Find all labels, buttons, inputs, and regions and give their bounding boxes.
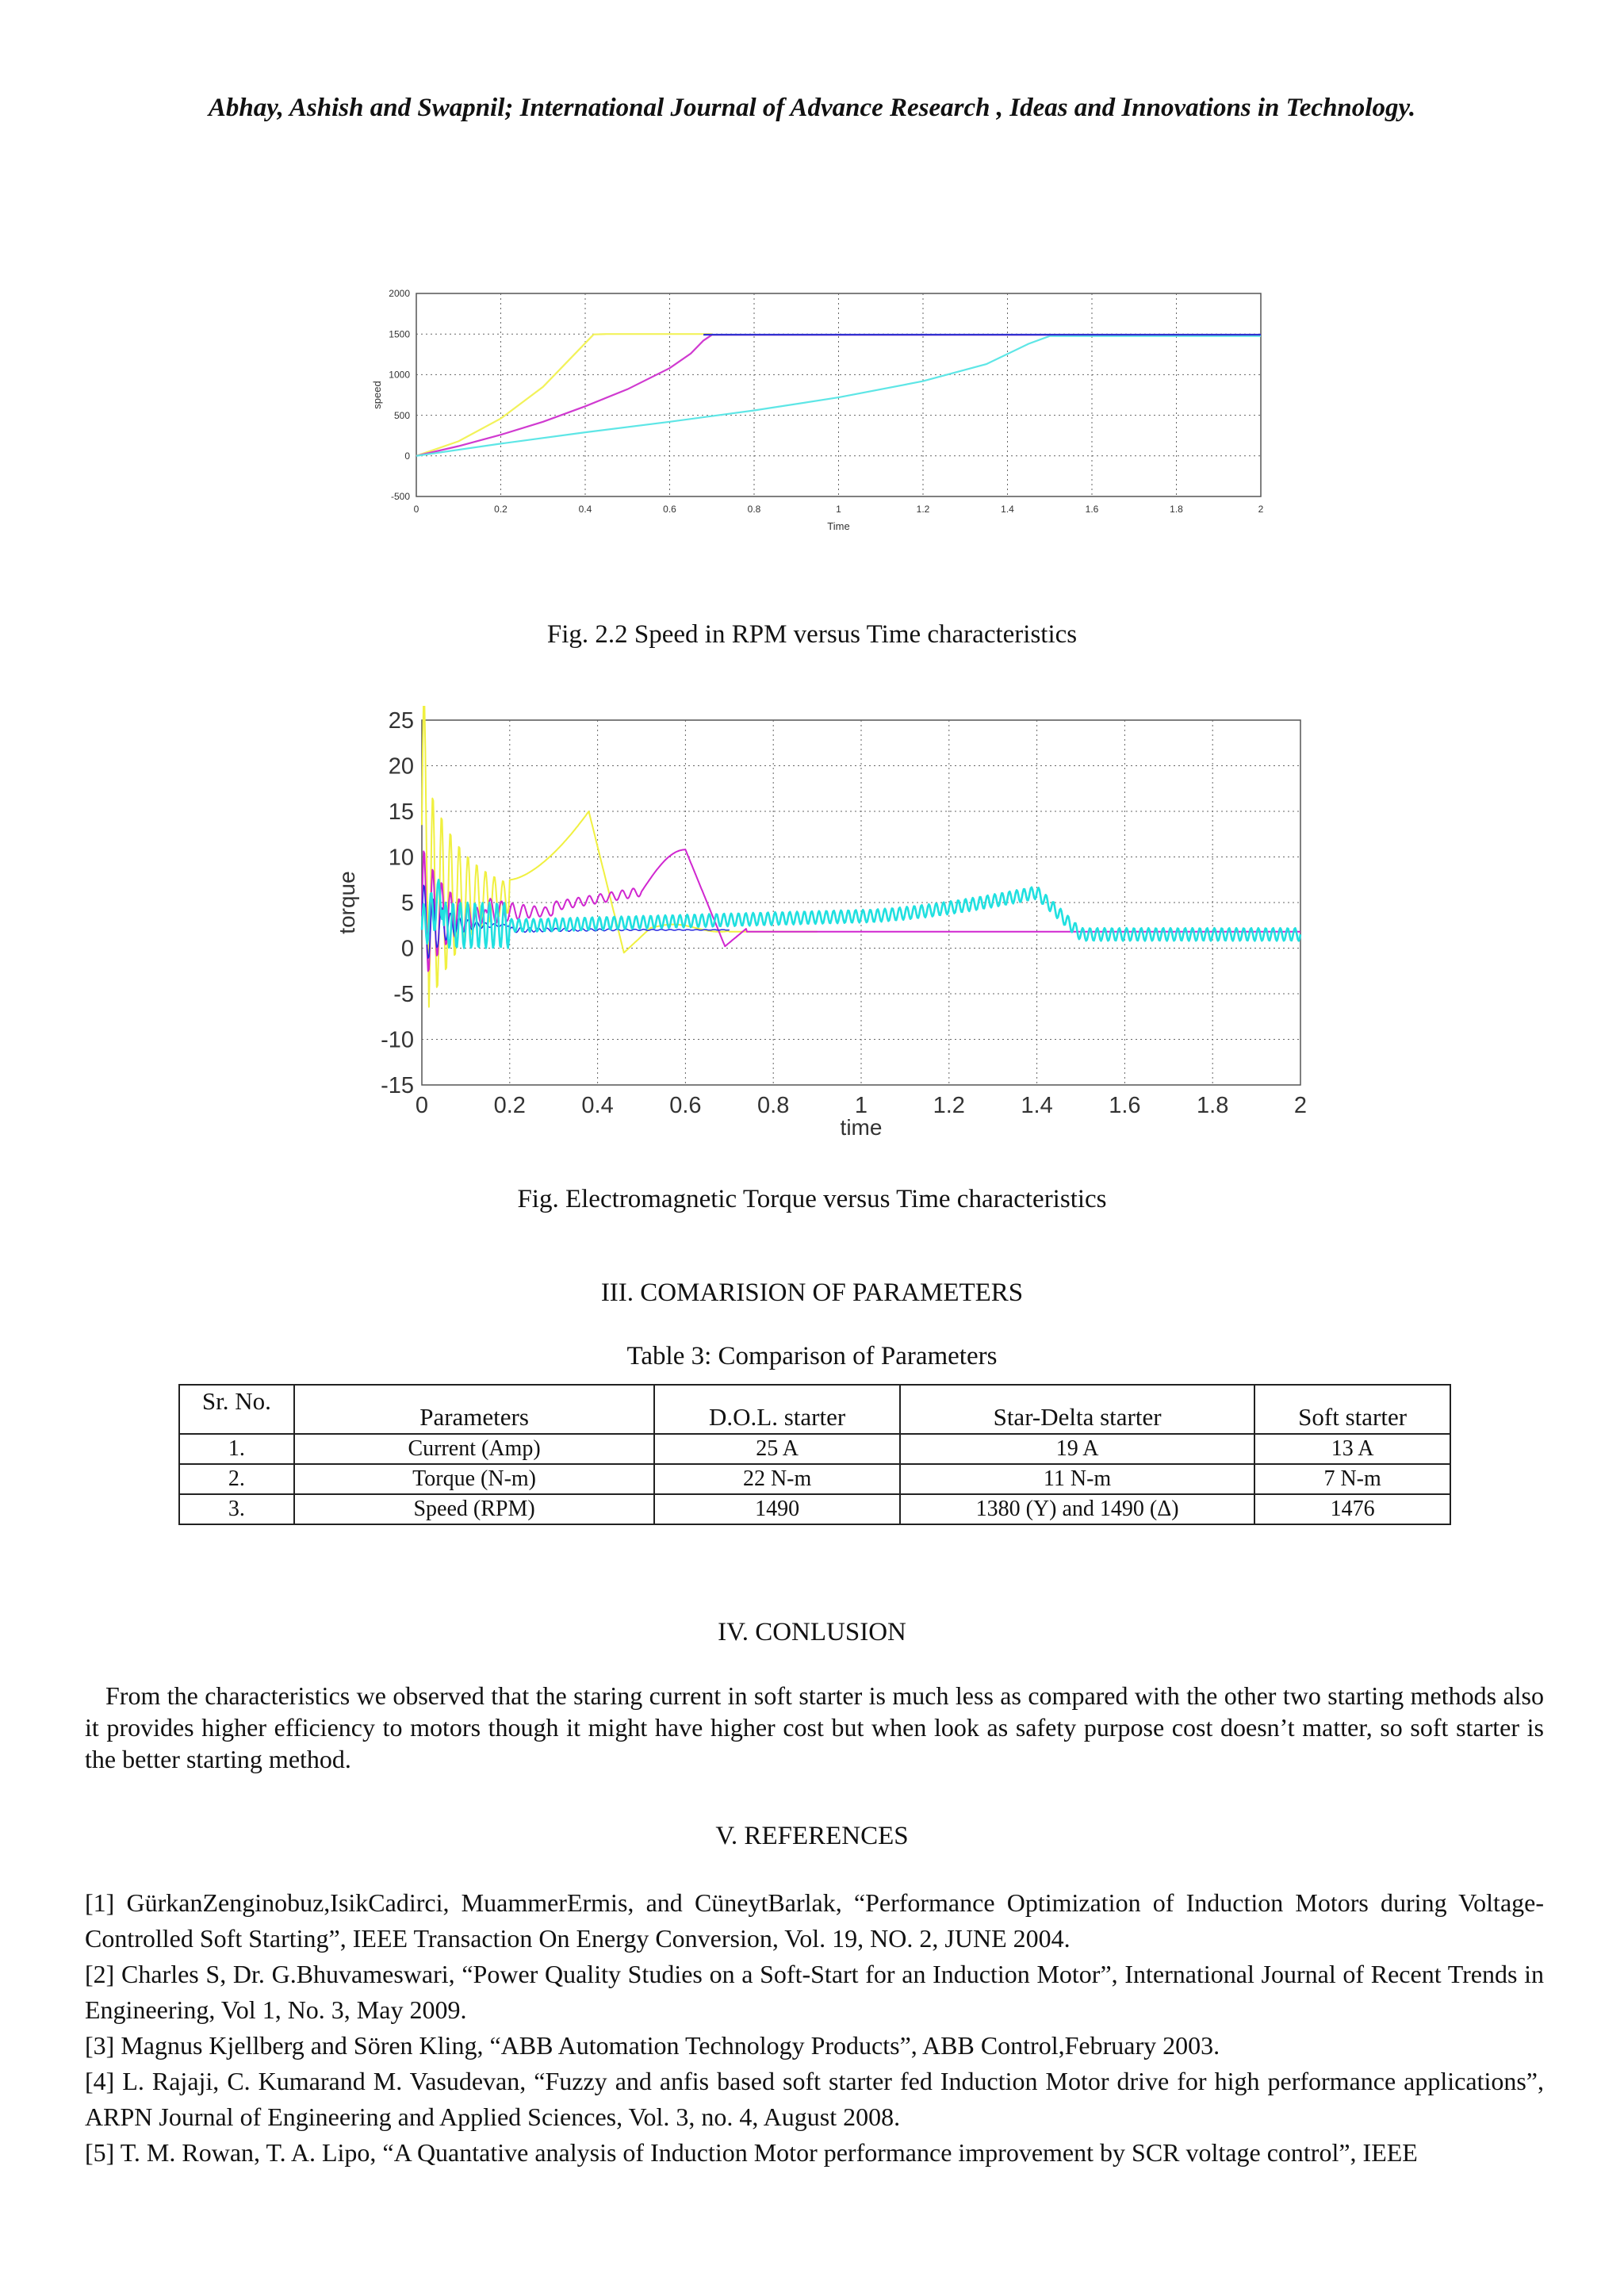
table-cell: 25 A	[654, 1434, 900, 1464]
x-tick-label: 2	[1258, 504, 1264, 515]
reference-item: [4] L. Rajaji, C. Kumarand M. Vasudevan, “Fuzzy and anfis based soft starter fed Induction Motor drive for high performance applications”, ARPN Journal of Engineering and Applied Sciences, Vol. 3, no. 4, August 2008.	[85, 2067, 1544, 2131]
reference-item: [5] T. M. Rowan, T. A. Lipo, “A Quantative analysis of Induction Motor performance improvement by SCR voltage control”, IEEE	[85, 2138, 1418, 2167]
table-cell: 19 A	[900, 1434, 1254, 1464]
y-tick-label: -15	[381, 1073, 414, 1099]
y-tick-label: 5	[400, 891, 414, 917]
torque-figure-caption: Fig. Electromagnetic Torque versus Time characteristics	[517, 1185, 1107, 1213]
y-tick-label: -500	[390, 491, 410, 503]
y-tick-label: -10	[381, 1027, 414, 1053]
x-tick-label: 0.2	[493, 1093, 526, 1118]
table-cell: Speed (RPM)	[294, 1494, 654, 1524]
x-tick-label: 1.8	[1170, 504, 1183, 515]
x-tick-label: 1.6	[1109, 1093, 1141, 1118]
reference-item: [2] Charles S, Dr. G.Bhuvameswari, “Power Quality Studies on a Soft-Start for an Induction Motor”, International Journal of Recent Trends in Engineering, Vol 1, No. 3, May 2009.	[85, 1960, 1544, 2024]
x-tick-label: 0.8	[757, 1093, 790, 1118]
table-cell: 3.	[179, 1494, 294, 1524]
x-tick-label: 0.6	[669, 1093, 702, 1118]
x-tick-label: 1.6	[1085, 504, 1099, 515]
table-cell: 2.	[179, 1464, 294, 1494]
conclusion-paragraph: From the characteristics we observed that the staring current in soft starter is much less as compared with the other two starting methods also it provides higher efficiency to motors though it might have higher cost but when look as safety purpose cost doesn’t matter, so soft starter is the better starting method.	[85, 1681, 1544, 1773]
y-tick-label: 15	[388, 799, 414, 826]
table-header-cell: Sr. No.	[179, 1385, 294, 1434]
table-cell: 11 N-m	[900, 1464, 1254, 1494]
x-tick-label: 0	[415, 1093, 429, 1118]
table-header-cell: Star-Delta starter	[900, 1385, 1254, 1434]
journal-header: Abhay, Ashish and Swapnil; International Journal of Advance Research , Ideas and Innovations in Technology.	[208, 94, 1416, 122]
references-list	[85, 1885, 1544, 2171]
table-header-cell: Parameters	[294, 1385, 654, 1434]
table-row	[179, 1494, 1450, 1524]
x-tick-label: 0.6	[663, 504, 676, 515]
y-axis-label: speed	[371, 381, 383, 409]
x-tick-label: 2	[1293, 1093, 1308, 1118]
torque-chart	[333, 706, 1316, 1150]
y-tick-label: -5	[393, 982, 414, 1008]
x-axis-label: Time	[827, 520, 850, 532]
x-tick-label: 1.4	[1021, 1093, 1053, 1118]
y-tick-label: 1000	[389, 369, 410, 381]
table-cell: Current (Amp)	[294, 1434, 654, 1464]
x-tick-label: 0.4	[578, 504, 592, 515]
x-tick-label: 0.8	[747, 504, 761, 515]
table-header-row	[179, 1385, 1450, 1434]
table-cell: 7 N-m	[1254, 1464, 1450, 1494]
section-5-title: V. REFERENCES	[715, 1822, 909, 1850]
y-tick-label: 2000	[389, 288, 410, 300]
section-4-title: IV. CONLUSION	[718, 1618, 906, 1646]
table-cell: Torque (N-m)	[294, 1464, 654, 1494]
x-tick-label: 0.2	[494, 504, 508, 515]
y-tick-label: 25	[388, 708, 414, 734]
y-tick-label: 500	[393, 409, 410, 421]
table-row	[179, 1434, 1450, 1464]
table-caption: Table 3: Comparison of Parameters	[626, 1342, 998, 1370]
y-tick-label: 0	[400, 936, 414, 962]
comparison-table	[178, 1384, 1451, 1525]
section-3-title: III. COMARISION OF PARAMETERS	[600, 1278, 1024, 1307]
reference-item: [1] GürkanZenginobuz,IsikCadirci, MuammerErmis, and CüneytBarlak, “Performance Optimization of Induction Motors during Voltage-Controlled Soft Starting”, IEEE Transaction On Energy Conversion, Vol. 19, NO. 2, JUNE 2004.	[85, 1888, 1544, 1953]
reference-item: [3] Magnus Kjellberg and Sören Kling, “ABB Automation Technology Products”, ABB Control,February 2003.	[85, 2031, 1220, 2060]
table-row	[179, 1464, 1450, 1494]
x-tick-label: 0	[413, 504, 419, 515]
table-cell: 1.	[179, 1434, 294, 1464]
table-cell: 13 A	[1254, 1434, 1450, 1464]
speed-chart	[365, 282, 1277, 543]
x-axis-label: time	[840, 1115, 883, 1140]
table-cell: 1490	[654, 1494, 900, 1524]
table-header-cell: Soft starter	[1254, 1385, 1450, 1434]
table-header-cell: D.O.L. starter	[654, 1385, 900, 1434]
x-tick-label: 1.4	[1001, 504, 1014, 515]
table-cell: 1380 (Y) and 1490 (Δ)	[900, 1494, 1254, 1524]
y-tick-label: 0	[404, 450, 410, 462]
speed-figure-caption: Fig. 2.2 Speed in RPM versus Time characteristics	[546, 620, 1078, 649]
y-tick-label: 1500	[389, 328, 410, 340]
x-tick-label: 1.2	[933, 1093, 965, 1118]
x-tick-label: 1.2	[916, 504, 930, 515]
table-cell: 1476	[1254, 1494, 1450, 1524]
x-tick-label: 1	[836, 504, 841, 515]
y-axis-label: torque	[335, 871, 359, 934]
x-tick-label: 1.8	[1197, 1093, 1229, 1118]
y-tick-label: 20	[388, 753, 414, 780]
x-tick-label: 0.4	[581, 1093, 614, 1118]
y-tick-label: 10	[388, 845, 414, 871]
table-cell: 22 N-m	[654, 1464, 900, 1494]
x-tick-label: 1	[854, 1093, 868, 1118]
